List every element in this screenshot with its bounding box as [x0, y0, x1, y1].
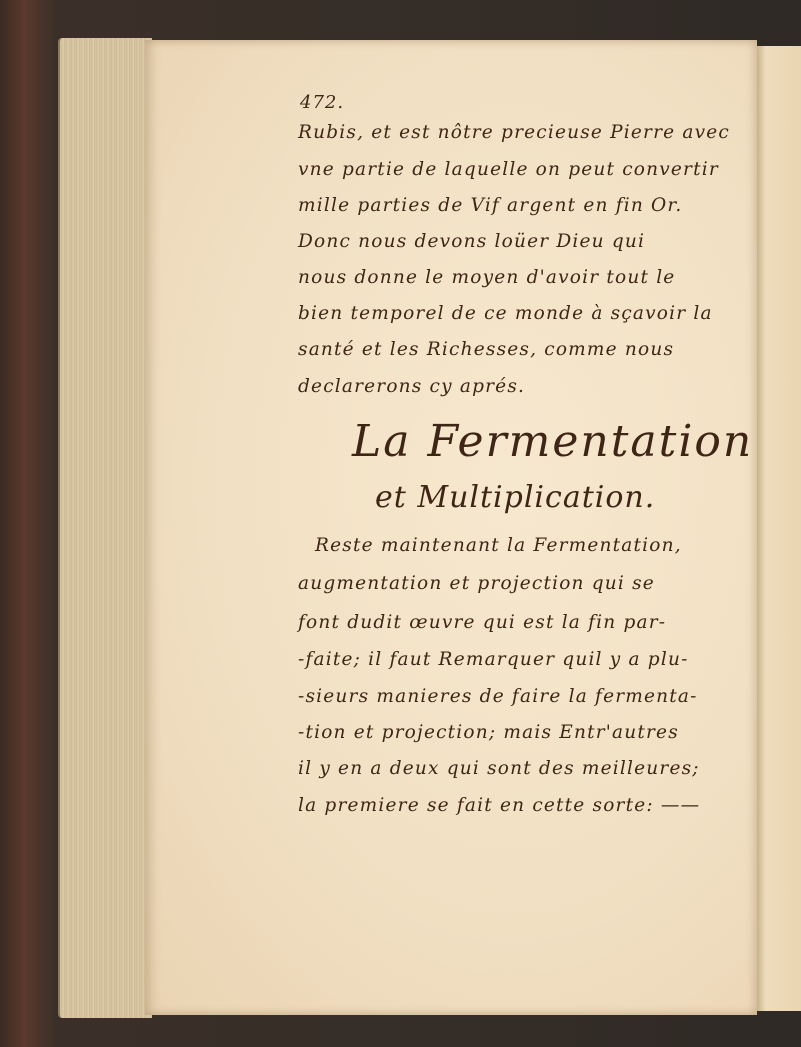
- heading-title: La Fermentation: [352, 416, 754, 467]
- text-line: la premiere se fait en cette sorte: ——: [298, 795, 701, 816]
- text-line: -tion et projection; mais Entr'autres: [298, 722, 679, 743]
- text-line: augmentation et projection qui se: [298, 573, 655, 594]
- text-line: font dudit œuvre qui est la fin par-: [298, 612, 667, 633]
- facing-page-edge: [757, 46, 801, 1011]
- manuscript-page: [145, 40, 757, 1015]
- page-edges: [58, 38, 152, 1018]
- text-line: Rubis, et est nôtre precieuse Pierre avec: [298, 122, 730, 143]
- text-line: Reste maintenant la Fermentation,: [315, 535, 682, 556]
- heading-subtitle: et Multiplication.: [375, 480, 656, 515]
- text-line: -sieurs manieres de faire la fermenta-: [298, 686, 698, 707]
- page-number: 472.: [300, 92, 345, 113]
- text-line: santé et les Richesses, comme nous: [298, 339, 675, 360]
- text-line: il y en a deux qui sont des meilleures;: [298, 758, 700, 779]
- text-line: nous donne le moyen d'avoir tout le: [298, 267, 676, 288]
- text-line: -faite; il faut Remarquer quil y a plu-: [298, 649, 689, 670]
- text-line: vne partie de laquelle on peut convertir: [298, 159, 719, 180]
- text-line: declarerons cy aprés.: [298, 376, 526, 397]
- text-line: bien temporel de ce monde à sçavoir la: [298, 303, 713, 324]
- text-line: Donc nous devons loüer Dieu qui: [298, 231, 646, 252]
- text-line: mille parties de Vif argent en fin Or.: [298, 195, 683, 216]
